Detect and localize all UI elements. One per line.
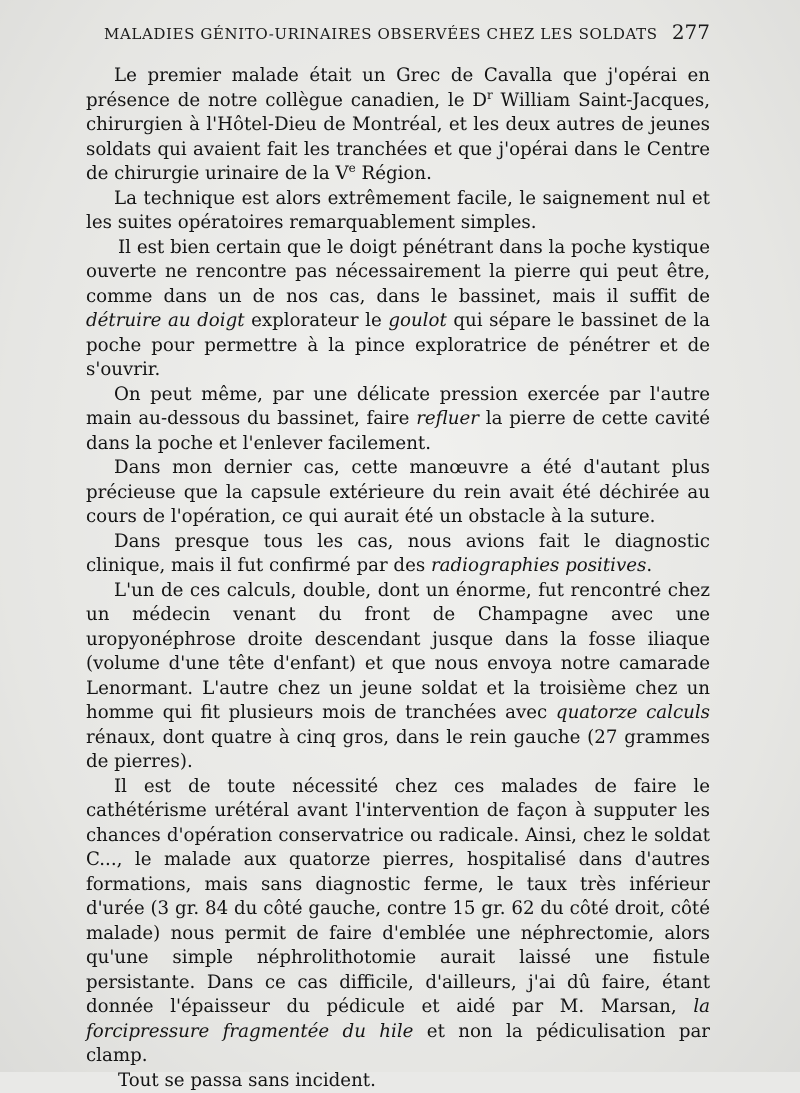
superscript-e: e <box>349 161 356 175</box>
paragraph-3-text-a: Il est bien certain que le doigt pénétrant dans la poche kystique ouverte ne rencontre pas nécessairement la pierre qui peut être, comme dans un de nos cas, dans le bassinet, mais il suffit de <box>86 237 710 307</box>
paragraph-1-text-a: Le premier malade était un Grec de Cavalla que j'opérai en présence de notre collègue canadien, le D <box>86 65 710 111</box>
italic-phrase: refluer <box>416 408 479 429</box>
paragraph-3 <box>86 236 710 383</box>
paragraph-3-text-b: explorateur le <box>245 310 389 331</box>
superscript-r: r <box>487 87 493 101</box>
paragraph-6-text-b: . <box>646 555 652 576</box>
paragraph-1 <box>86 64 710 187</box>
italic-phrase: quatorze calculs <box>556 702 710 723</box>
body-text <box>86 64 710 1093</box>
paragraph-2: La technique est alors extrêmement facile, le saignement nul et les suites opératoires remarquablement simples. <box>86 187 710 236</box>
running-title: MALADIES GÉNITO-URINAIRES OBSERVÉES CHEZ LES SOLDATS <box>104 25 658 43</box>
paragraph-4-text-a: On peut même, par une délicate pression exercée par l'autre main au-dessous du bassinet, faire <box>86 384 710 430</box>
paragraph-1-text-c: Région. <box>356 163 432 184</box>
paragraph-8 <box>86 775 710 1069</box>
paragraph-9: Tout se passa sans incident. <box>86 1069 710 1093</box>
italic-phrase: la forcipressure fragmentée du hile <box>86 996 710 1042</box>
paragraph-8-text-a: Il est de toute nécessité chez ces malades de faire le cathétérisme urétéral avant l'intervention de façon à supputer les chances d'opération conservatrice ou radicale. Ainsi, chez le soldat C..., le malade aux quatorze pierres, hospitalisé dans d'autres formations, mais sans diagnostic ferme, le taux très inférieur d'urée (3 gr. 84 du côté gauche, contre 15 gr. 62 du côté droit, côté malade) nous permit de faire d'emblée une néphrectomie, alors qu'une simple néphrolithotomie aurait laissé une fistule persistante. Dans ce cas difficile, d'ailleurs, j'ai dû faire, étant donnée l'épaisseur du pédicule et aidé par M. Marsan, <box>86 776 710 1018</box>
paragraph-1-text-b: William Saint-Jacques, chirurgien à l'Hôtel-Dieu de Montréal, et les deux autres de jeunes soldats qui avaient fait les tranchées et que j'opérai dans le Centre de chirurgie urinaire de la V <box>86 90 710 185</box>
paragraph-7-text-a: L'un de ces calculs, double, dont un énorme, fut rencontré chez un médecin venant du front de Champagne avec une uropyonéphrose droite descendant jusque dans la fosse iliaque (volume d'une tête d'enfant) et que nous envoya notre camarade Lenormant. L'autre chez un jeune soldat et la troisième chez un homme qui fit plusieurs mois de tranchées avec <box>86 580 710 724</box>
page-header <box>104 20 710 52</box>
paragraph-6 <box>86 530 710 579</box>
paragraph-5: Dans mon dernier cas, cette manœuvre a été d'autant plus précieuse que la capsule extérieure du rein avait été déchirée au cours de l'opération, ce qui aurait été un obstacle à la suture. <box>86 456 710 530</box>
paragraph-3-text-c: qui sépare le bassinet de la poche pour permettre à la pince exploratrice de pénétrer et de s'ouvrir. <box>86 310 710 380</box>
page-number: 277 <box>672 20 710 44</box>
italic-phrase: détruire au doigt <box>86 310 245 331</box>
italic-phrase: radiographies positives <box>431 555 646 576</box>
italic-phrase: goulot <box>388 310 446 331</box>
paragraph-6-text-a: Dans presque tous les cas, nous avions fait le diagnostic clinique, mais il fut confirmé par des <box>86 531 710 577</box>
paragraph-7 <box>86 579 710 775</box>
paragraph-4-text-b: la pierre de cette cavité dans la poche et l'enlever facilement. <box>86 408 710 454</box>
paragraph-8-text-b: et non la pédiculisation par clamp. <box>86 1021 710 1067</box>
paragraph-4 <box>86 383 710 457</box>
paragraph-7-text-b: rénaux, dont quatre à cinq gros, dans le rein gauche (27 grammes de pierres). <box>86 727 710 773</box>
